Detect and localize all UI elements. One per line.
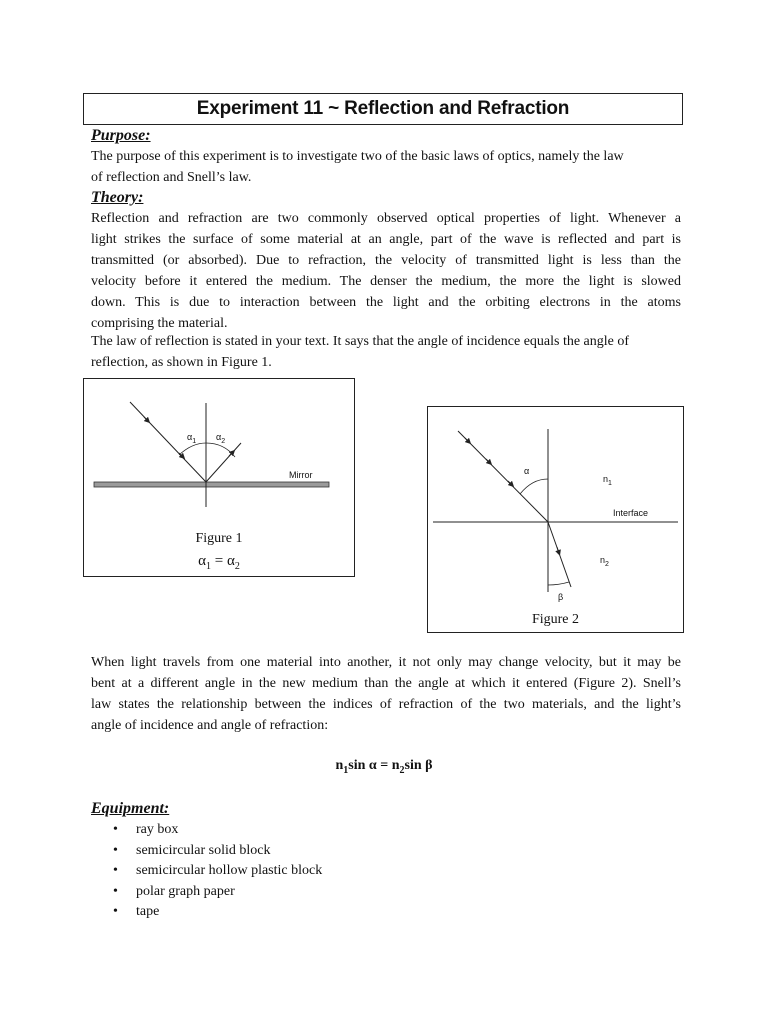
figure-2-caption: Figure 2 bbox=[531, 612, 580, 627]
purpose-line: The purpose of this experiment is to investigate two of the basic laws of optics, namely the law bbox=[91, 149, 624, 164]
list-item: • ray box bbox=[91, 820, 322, 841]
law-line: The law of reflection is stated in your text. It says that the angle of incidence equals the angle of bbox=[91, 334, 630, 349]
snell-formula: $n_1\sin$ $\alpha = n_2\sin$ β bbox=[335, 758, 433, 776]
list-item: • semicircular hollow plastic block bbox=[91, 861, 322, 882]
alpha1-label: $\alpha_1$ bbox=[187, 432, 197, 445]
figure-2 bbox=[427, 406, 684, 633]
beta-arc bbox=[548, 582, 569, 585]
refracted-arrow bbox=[557, 547, 559, 553]
snell-line: When light travels from one material into another, it not only may change velocity, but it may be bbox=[91, 655, 681, 670]
figure-1-equation: $\alpha_1 = \alpha_2$ bbox=[198, 553, 240, 572]
incident-arrow bbox=[144, 417, 148, 421]
theory-paragraph bbox=[91, 208, 681, 334]
list-item: • tape bbox=[91, 902, 322, 923]
theory-line: down. This is due to interaction between the light and the orbiting electrons in the atoms bbox=[91, 295, 681, 310]
snell-paragraph bbox=[91, 652, 681, 736]
mirror-label: Mirror bbox=[289, 470, 313, 480]
purpose-line: of reflection and Snell’s law. bbox=[91, 170, 252, 185]
theory-line: light strikes the surface of some material at an angle, part of the wave is reflected and part is bbox=[91, 232, 681, 247]
figure-1-caption: Figure 1 bbox=[195, 531, 243, 546]
alpha2-label: $\alpha_2$ bbox=[216, 432, 226, 445]
list-item: • semicircular solid block bbox=[91, 841, 322, 862]
incident-arrow bbox=[486, 459, 490, 463]
snell-line: law states the relationship between the indices of refraction of the two materials, and the light’s bbox=[91, 697, 681, 712]
reflection-law-paragraph bbox=[91, 331, 681, 373]
alpha-arc bbox=[520, 479, 548, 494]
mirror-surface bbox=[94, 482, 329, 487]
purpose-paragraph bbox=[91, 146, 681, 188]
snell-line: angle of incidence and angle of refraction: bbox=[91, 718, 329, 733]
theory-line: Reflection and refraction are two commonly observed optical properties of light. Whenever a bbox=[91, 211, 681, 226]
n1-label: $n_1$ bbox=[603, 474, 612, 487]
title-box bbox=[83, 93, 683, 125]
theory-line: velocity before it entered the medium. The denser the medium, the more the light is slowed bbox=[91, 274, 681, 289]
incident-arrow bbox=[508, 481, 512, 485]
snell-line: bent at a different angle in the new medium than the angle at which it entered (Figure 2). Snell’s bbox=[91, 676, 681, 691]
refracted-ray bbox=[548, 522, 571, 587]
interface-label: Interface bbox=[613, 508, 649, 518]
theory-line: comprising the material. bbox=[91, 316, 228, 331]
law-line: reflection, as shown in Figure 1. bbox=[91, 355, 272, 370]
equipment-list bbox=[91, 820, 322, 923]
list-item: • polar graph paper bbox=[91, 882, 322, 903]
n2-label: $n_2$ bbox=[600, 555, 609, 568]
figure-1 bbox=[83, 378, 355, 577]
equipment-heading: Equipment: bbox=[91, 800, 170, 817]
theory-heading: Theory: bbox=[91, 189, 144, 206]
purpose-heading: Purpose: bbox=[91, 127, 151, 144]
theory-line: transmitted (or absorbed). Due to refraction, the velocity of transmitted light is less than the bbox=[91, 253, 681, 268]
beta-label: β bbox=[558, 592, 564, 602]
figure-1-diagram bbox=[84, 379, 356, 578]
reflected-ray bbox=[206, 443, 241, 482]
incident-ray bbox=[458, 431, 548, 522]
page-title: Experiment 11 ~ Reflection and Refraction bbox=[196, 98, 570, 119]
incident-arrow bbox=[465, 438, 469, 442]
alpha-label: α bbox=[524, 466, 530, 476]
figure-2-diagram bbox=[428, 407, 685, 634]
